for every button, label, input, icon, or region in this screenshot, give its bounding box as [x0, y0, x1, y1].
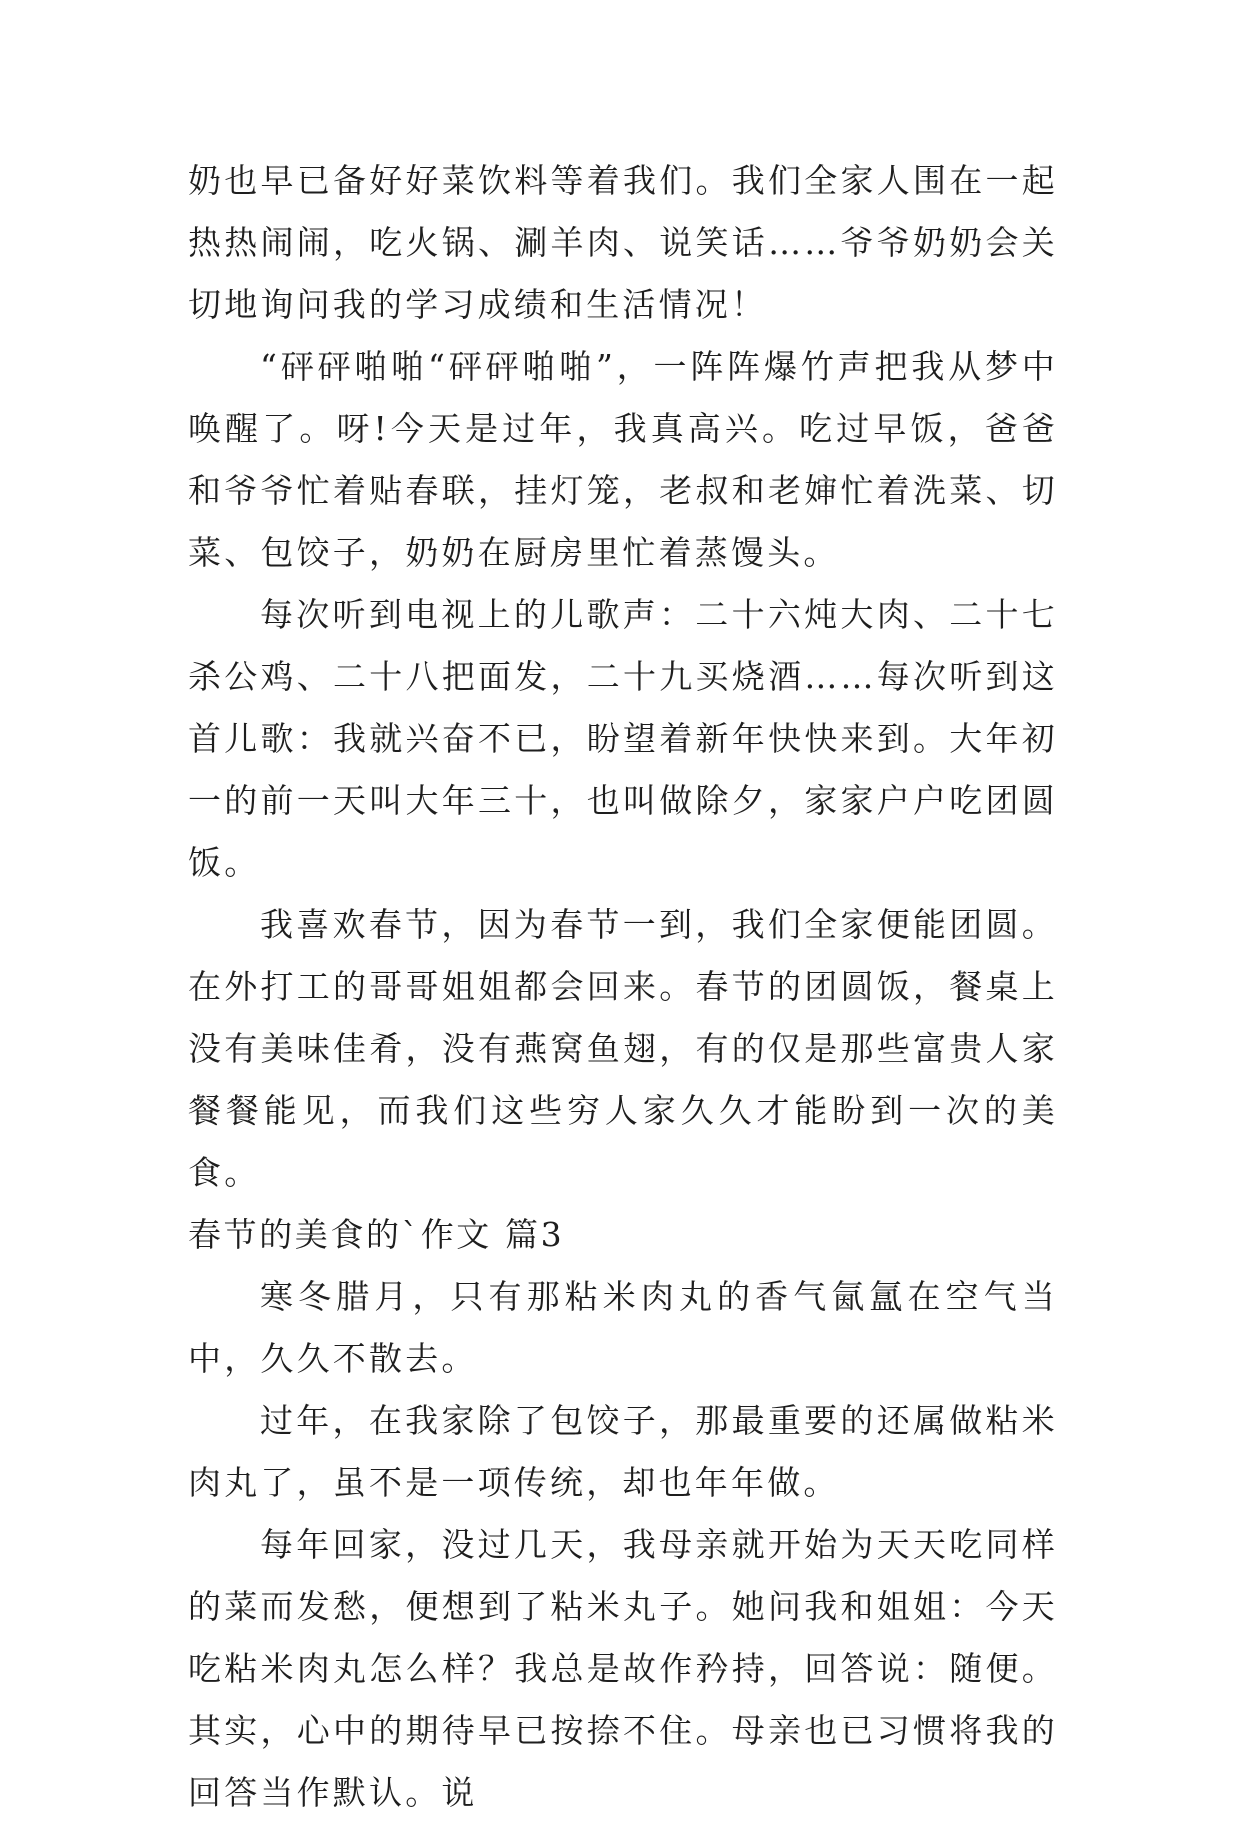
section-heading: 春节的美食的`作文 篇3	[188, 1215, 565, 1254]
paragraph-mother: 每年回家，没过几天，我母亲就开始为天天吃同样的菜而发愁，便想到了粘米丸子。她问我和姐姐：今天吃粘米肉丸怎么样？我总是故作矜持，回答说：随便。其实，心中的期待早已按捺不住。母亲也已习惯将我的回答当作默认。说	[188, 1525, 1058, 1812]
paragraph-new-year-meatballs: 过年，在我家除了包饺子，那最重要的还属做粘米肉丸了，虽不是一项传统，却也年年做。	[188, 1401, 1058, 1502]
paragraph-nursery-rhyme: 每次听到电视上的儿歌声：二十六炖大肉、二十七杀公鸡、二十八把面发，二十九买烧酒……每次听到这首儿歌：我就兴奋不已，盼望着新年快快来到。大年初一的前一天叫大年三十，也叫做除夕，家家户户吃团圆饭。	[188, 595, 1058, 882]
paragraph-continued: 奶也早已备好好菜饮料等着我们。我们全家人围在一起热热闹闹，吃火锅、涮羊肉、说笑话……爷爷奶奶会关切地询问我的学习成绩和生活情况！	[188, 161, 1058, 324]
document-body	[188, 150, 1058, 1824]
paragraph-firecrackers: “砰砰啪啪“砰砰啪啪”，一阵阵爆竹声把我从梦中唤醒了。呀!今天是过年，我真高兴。吃过早饭，爸爸和爷爷忙着贴春联，挂灯笼，老叔和老婶忙着洗菜、切菜、包饺子，奶奶在厨房里忙着蒸馒头。	[188, 347, 1058, 572]
paragraph-reunion: 我喜欢春节，因为春节一到，我们全家便能团圆。在外打工的哥哥姐姐都会回来。春节的团圆饭，餐桌上没有美味佳肴，没有燕窝鱼翅，有的仅是那些富贵人家餐餐能见，而我们这些穷人家久久才能盼到一次的美食。	[188, 905, 1058, 1192]
paragraph-winter: 寒冬腊月，只有那粘米肉丸的香气氤氲在空气当中，久久不散去。	[188, 1277, 1058, 1378]
